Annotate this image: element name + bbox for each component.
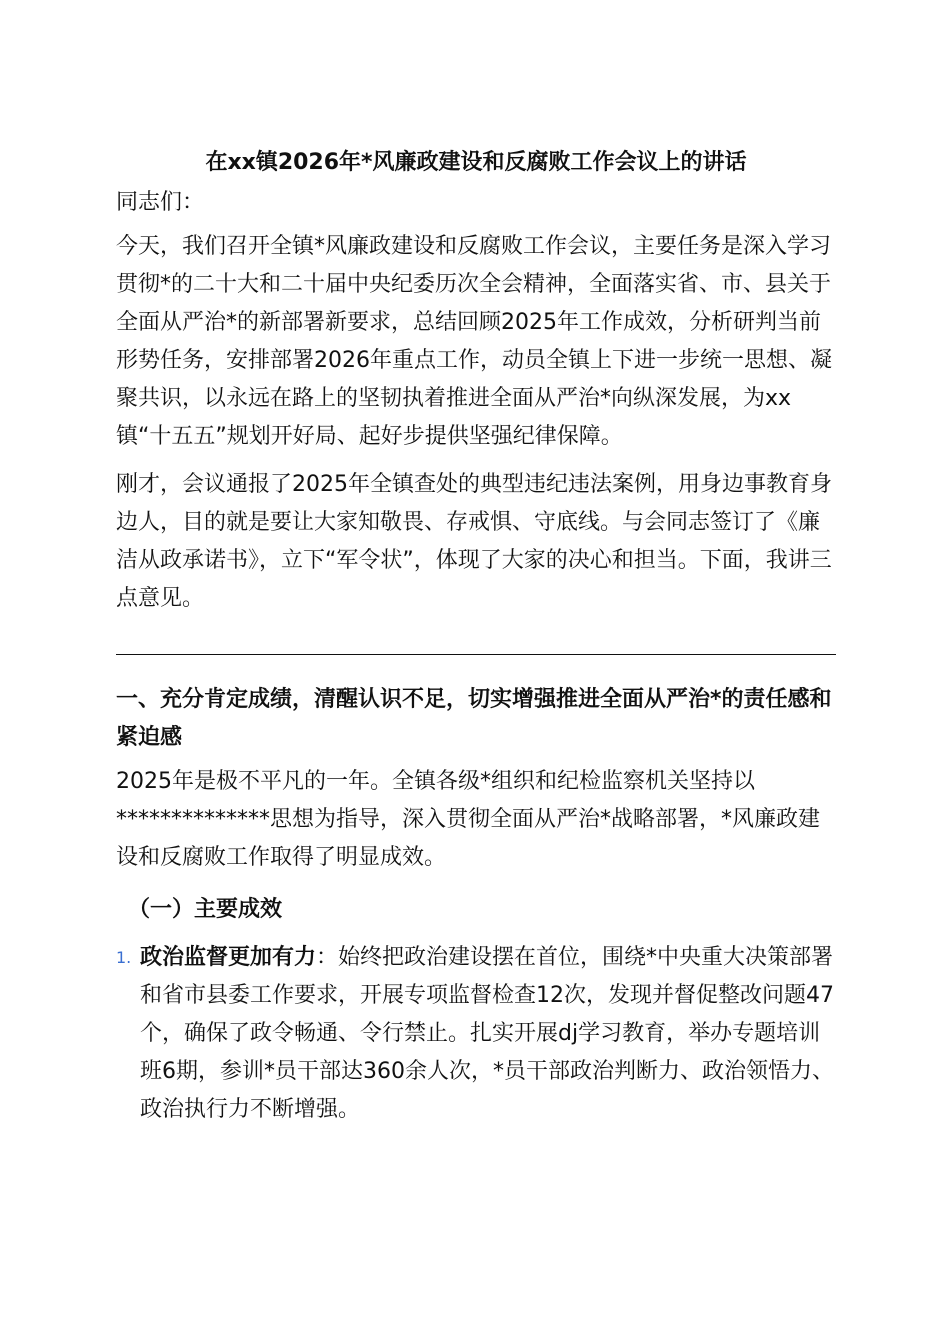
section-divider <box>116 654 836 655</box>
section-intro: 2025年是极不平凡的一年。全镇各级*组织和纪检监察机关坚持以**************思想为指导，深入贯彻全面从严治*战略部署，*风廉政建设和反腐败工作取得了明显成效。 <box>116 769 821 870</box>
list-item-text: ：始终把政治建设摆在首位，围绕*中央重大决策部署和省市县委工作要求，开展专项监督检查12次，发现并督促整改问题47个，确保了政令畅通、令行禁止。扎实开展dj学习教育，举办专题培训班6期，参训*员干部达360余人次，*员干部政治判断力、政治领悟力、政治执行力不断增强。 <box>140 945 834 1122</box>
list-item-number: 1. <box>116 948 132 967</box>
section-heading: 一、充分肯定成绩，清醒认识不足，切实增强推进全面从严治*的责任感和紧迫感 <box>116 687 832 750</box>
list-item <box>116 939 836 1129</box>
paragraph-meeting-summary: 刚才，会议通报了2025年全镇查处的典型违纪违法案例，用身边事教育身边人，目的就是要让大家知敬畏、存戒惧、守底线。与会同志签订了《廉洁从政承诺书》，立下“军令状”，体现了大家的决心和担当。下面，我讲三点意见。 <box>116 472 832 611</box>
paragraph-intro: 今天，我们召开全镇*风廉政建设和反腐败工作会议，主要任务是深入学习贯彻*的二十大和二十届中央纪委历次全会精神，全面落实省、市、县关于全面从严治*的新部署新要求，总结回顾2025年工作成效，分析研判当前形势任务，安排部署2026年重点工作，动员全镇上下进一步统一思想、凝聚共识，以永远在路上的坚韧执着推进全面从严治*向纵深发展，为xx镇“十五五”规划开好局、起好步提供坚强纪律保障。 <box>116 234 832 449</box>
list-item-lead: 政治监督更加有力 <box>140 945 317 970</box>
document-page <box>116 148 836 1129</box>
salutation: 同志们： <box>116 190 205 215</box>
subsection-heading: （一）主要成效 <box>128 897 283 922</box>
document-title: 在xx镇2026年*风廉政建设和反腐败工作会议上的讲话 <box>205 150 747 175</box>
